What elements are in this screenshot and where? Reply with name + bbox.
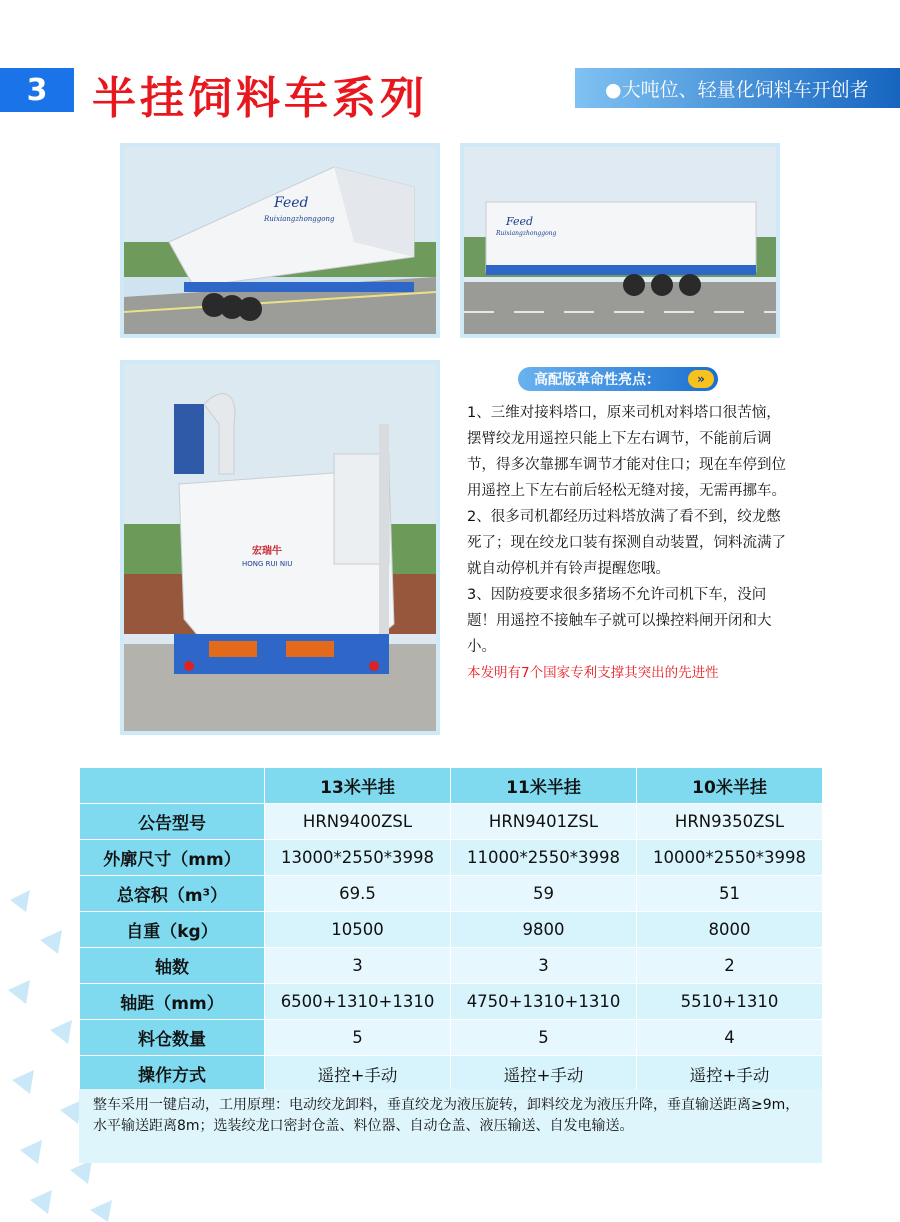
- row-label: 轴数: [80, 948, 265, 984]
- table-cell: HRN9401ZSL: [451, 804, 637, 840]
- table-row: [80, 804, 823, 840]
- table-cell: 59: [451, 876, 637, 912]
- table-cell: 3: [451, 948, 637, 984]
- row-label: 总容积（m³）: [80, 876, 265, 912]
- table-cell: 10500: [265, 912, 451, 948]
- table-row: [80, 1056, 823, 1092]
- table-cell: 2: [637, 948, 823, 984]
- table-cell: 13000*2550*3998: [265, 840, 451, 876]
- row-label: 料仓数量: [80, 1020, 265, 1056]
- table-row: [80, 948, 823, 984]
- table-cell: 遥控+手动: [451, 1056, 637, 1092]
- patent-note: 本发明有7个国家专利支撑其突出的先进性: [467, 665, 719, 681]
- highlight-item-2: 2、很多司机都经历过料塔放满了看不到，绞龙憋死了；现在绞龙口装有探测自动装置，饲料流满了就自动停机并有铃声提醒您哦。: [467, 509, 786, 577]
- spec-header-11m: 11米半挂: [451, 768, 637, 804]
- highlights-heading-label: 高配版革命性亮点：: [534, 372, 660, 388]
- table-cell: HRN9350ZSL: [637, 804, 823, 840]
- spec-header-13m: 13米半挂: [265, 768, 451, 804]
- table-cell: 8000: [637, 912, 823, 948]
- table-cell: 9800: [451, 912, 637, 948]
- table-cell: 遥控+手动: [637, 1056, 823, 1092]
- table-row: [80, 876, 823, 912]
- footnote-text: 整车采用一键启动，工用原理：电动绞龙卸料，垂直绞龙为液压旋转，卸料绞龙为液压升降，垂直输送距离≥9m，水平输送距离8m；选装绞龙口密封仓盖、料位器、自动仓盖、液压输送、自发电输送。: [79, 1089, 822, 1163]
- spec-header-blank: [80, 768, 265, 804]
- double-chevron-icon: »: [688, 370, 714, 388]
- table-cell: 11000*2550*3998: [451, 840, 637, 876]
- row-label: 公告型号: [80, 804, 265, 840]
- table-cell: 3: [265, 948, 451, 984]
- spec-table-header-row: [80, 768, 823, 804]
- slogan-banner: ●大吨位、轻量化饲料车开创者: [575, 68, 900, 108]
- table-cell: 遥控+手动: [265, 1056, 451, 1092]
- highlights-list: [467, 400, 787, 686]
- page-title: 半挂饲料车系列: [92, 73, 428, 124]
- highlight-item-3: 3、因防疫要求很多猪场不允许司机下车，没问题！用遥控不接触车子就可以操控料闸开闭和大小。: [467, 587, 772, 655]
- highlight-item-1: 1、三维对接料塔口，原来司机对料塔口很苦恼，摆臂绞龙用遥控只能上下左右调节，不能前后调节，得多次靠挪车调节才能对住口；现在车停到位用遥控上下左右前后轻松无缝对接，无需再挪车。: [467, 405, 786, 499]
- table-cell: 4750+1310+1310: [451, 984, 637, 1020]
- table-row: [80, 984, 823, 1020]
- row-label: 轴距（mm）: [80, 984, 265, 1020]
- table-cell: 51: [637, 876, 823, 912]
- page-number: 3: [0, 68, 74, 112]
- row-label: 自重（kg）: [80, 912, 265, 948]
- table-row: [80, 1020, 823, 1056]
- spec-header-10m: 10米半挂: [637, 768, 823, 804]
- truck-photo-rear-view: [120, 360, 440, 735]
- table-cell: 5: [451, 1020, 637, 1056]
- side-logo-sub: Ruixiangzhonggong: [496, 230, 557, 237]
- front-logo-sub: Ruixiangzhonggong: [264, 215, 335, 223]
- truck-photo-side-view: [460, 143, 780, 338]
- rear-badge-sub: HONG RUI NIU: [242, 560, 293, 568]
- table-cell: 4: [637, 1020, 823, 1056]
- table-cell: 10000*2550*3998: [637, 840, 823, 876]
- table-cell: HRN9400ZSL: [265, 804, 451, 840]
- side-logo-text: Feed: [506, 215, 534, 228]
- table-row: [80, 912, 823, 948]
- table-cell: 6500+1310+1310: [265, 984, 451, 1020]
- truck-photo-front-angle: [120, 143, 440, 338]
- row-label: 操作方式: [80, 1056, 265, 1092]
- front-logo-text: Feed: [274, 195, 309, 211]
- rear-badge-text: 宏瑞牛: [252, 546, 282, 557]
- table-cell: 69.5: [265, 876, 451, 912]
- table-row: [80, 840, 823, 876]
- highlights-heading: [518, 367, 718, 391]
- spec-table: [79, 767, 823, 1092]
- row-label: 外廓尺寸（mm）: [80, 840, 265, 876]
- table-cell: 5: [265, 1020, 451, 1056]
- table-cell: 5510+1310: [637, 984, 823, 1020]
